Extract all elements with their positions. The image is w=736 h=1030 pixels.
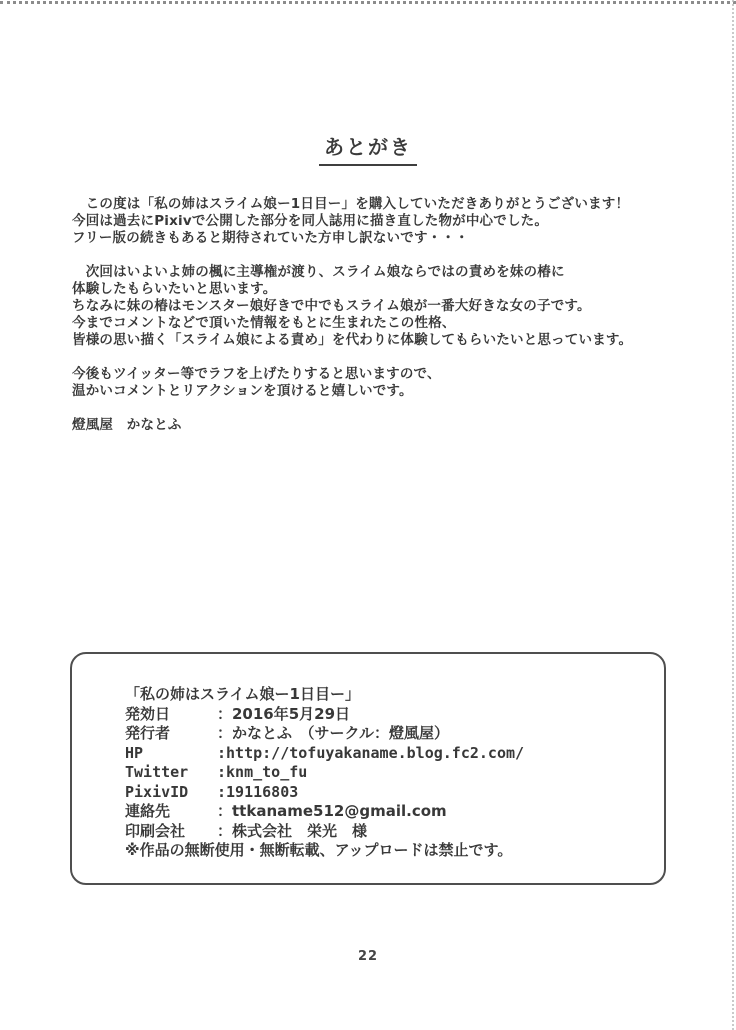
text-line: 今回は過去にPixivで公開した部分を同人誌用に描き直した物が中心でした。: [72, 213, 549, 229]
pixiv-id-value: :19116803: [217, 782, 299, 801]
publisher-value: ：かなとふ （サークル：燈風屋）: [217, 724, 450, 742]
text-line: 体験したもらいたいと思います。: [72, 281, 277, 297]
colophon-printer-row: [125, 822, 646, 842]
text-line: 今までコメントなどで頂いた情報をもとに生まれたこの性格、: [72, 315, 456, 331]
twitter-label: Twitter: [125, 763, 189, 781]
book-title: 「私の姉はスライム娘ー1日目ー」: [125, 685, 360, 703]
colophon-hp-row: [125, 744, 646, 764]
colophon-notice-row: [125, 841, 646, 861]
colophon-book-title-row: [125, 685, 646, 705]
afterword-text: [72, 196, 682, 434]
author-signature: 燈風屋 かなとふ: [72, 417, 182, 433]
text-line: この度は「私の姉はスライム娘ー1日目ー」を購入していただきありがとうございます！: [72, 196, 630, 212]
colophon-publisher-row: [125, 724, 646, 744]
publish-date-label: 発効日: [125, 704, 171, 723]
text-line: フリー版の続きもあると期待されていた方申し訳ないです・・・: [72, 230, 469, 246]
text-line: 今後もツイッター等でラフを上げたりすると思いますので、: [72, 366, 441, 382]
text-line: ちなみに妹の椿はモンスター娘好きで中でもスライム娘が一番大好きな女の子です。: [72, 298, 591, 314]
contact-label: 連絡先: [125, 802, 171, 820]
publisher-label: 発行者: [125, 724, 171, 742]
printer-value: ：株式会社 栄光 様: [217, 821, 368, 840]
contact-email: ：ttkaname512@gmail.com: [217, 802, 447, 820]
copyright-notice: ※作品の無断使用・無断転載、アップロードは禁止です。: [125, 841, 513, 859]
twitter-handle: :knm_to_fu: [217, 763, 308, 781]
hp-url: :http://tofuyakaname.blog.fc2.com/: [217, 743, 525, 762]
publish-date-value: ：2016年5月29日: [217, 704, 351, 723]
colophon-pixiv-row: [125, 783, 646, 803]
colophon-contact-row: [125, 802, 646, 822]
hp-label: HP: [125, 743, 144, 762]
paragraph-intro: [72, 196, 682, 247]
text-line: 次回はいよいよ姉の楓に主導権が渡り、スライム娘ならではの責めを妹の椿に: [72, 264, 565, 280]
colophon-box: [70, 652, 666, 885]
page-title: あとがき: [319, 131, 417, 166]
title-area: [0, 131, 736, 166]
colophon-publish-date-row: [125, 705, 646, 725]
text-line: 皆様の思い描く「スライム娘による責め」を代わりに体験してもらいたいと思っています。: [72, 332, 633, 348]
text-line: 温かいコメントとリアクションを頂けると嬉しいです。: [72, 383, 413, 399]
page-number: 22: [357, 949, 379, 964]
colophon-twitter-row: [125, 763, 646, 783]
pixiv-id-label: PixivID: [125, 782, 189, 801]
paragraph-next-volume: [72, 264, 682, 349]
paragraph-closing: [72, 366, 682, 400]
printer-label: 印刷会社: [125, 821, 186, 840]
